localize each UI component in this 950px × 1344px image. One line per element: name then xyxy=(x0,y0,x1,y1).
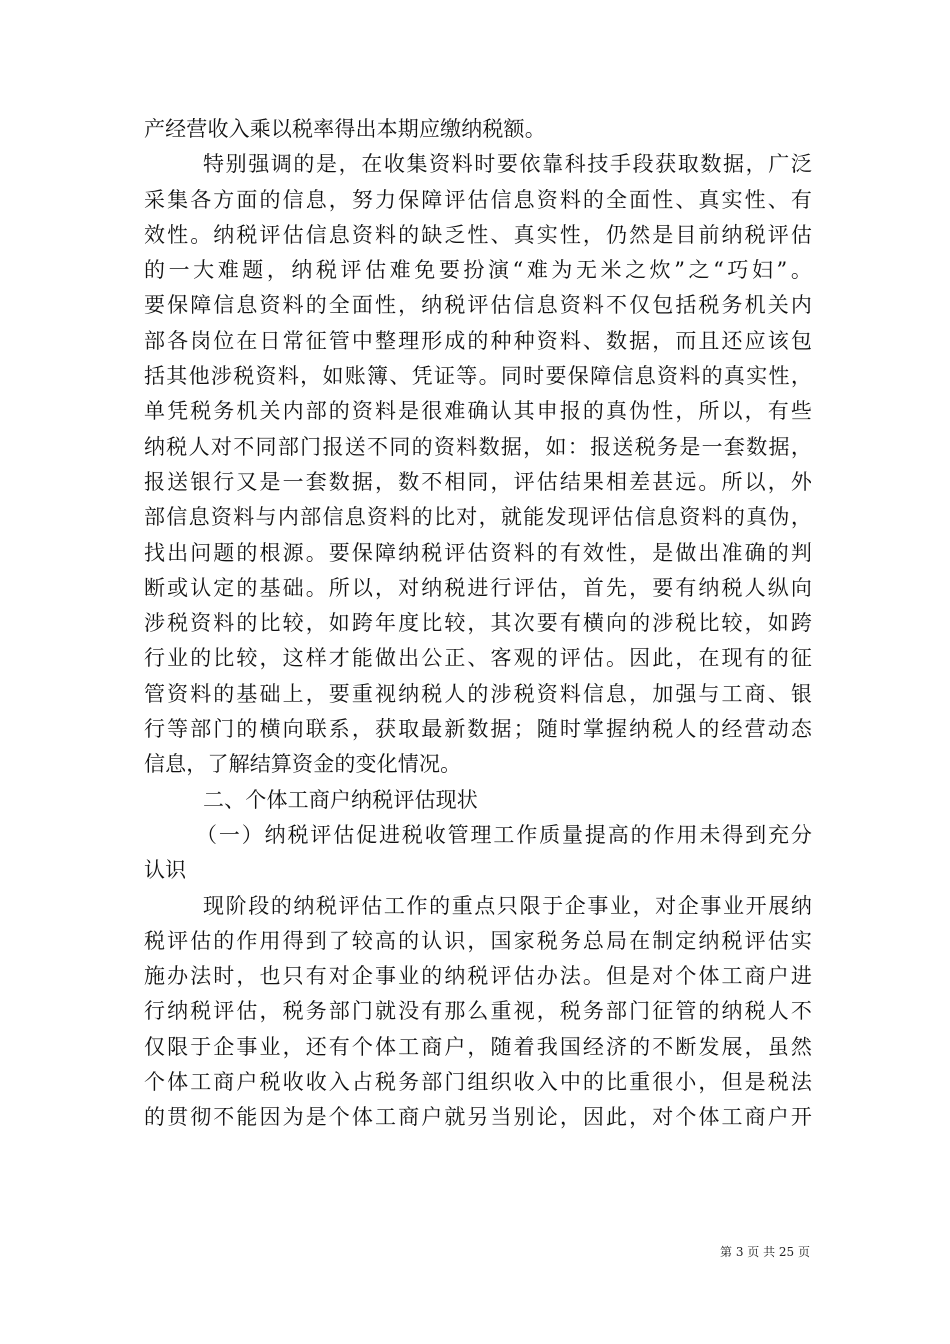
text-line: 采集各方面的信息，努力保障评估信息资料的全面性、真实性、有 xyxy=(144,187,812,212)
text-line: 找出问题的根源。要保障纳税评估资料的有效性，是做出准确的判 xyxy=(144,540,812,565)
text-line: 报送银行又是一套数据，数不相同，评估结果相差甚远。所以，外 xyxy=(144,469,812,494)
text-line-paragraph-end: 产经营收入乘以税率得出本期应缴纳税额。 xyxy=(144,117,546,141)
text-line: 税评估的作用得到了较高的认识，国家税务总局在制定纳税评估实 xyxy=(144,928,812,953)
text-line-paragraph-end: 信息，了解结算资金的变化情况。 xyxy=(144,752,462,777)
text-line: 涉税资料的比较，如跨年度比较，其次要有横向的涉税比较，如跨 xyxy=(144,611,812,636)
subsection-heading: （一）纳税评估促进税收管理工作质量提高的作用未得到充分 xyxy=(196,822,812,847)
text-line: 要保障信息资料的全面性，纳税评估信息资料不仅包括税务机关内 xyxy=(144,293,812,318)
text-line: 施办法时，也只有对企事业的纳税评估办法。但是对个体工商户进 xyxy=(144,964,812,989)
text-line: 括其他涉税资料，如账簿、凭证等。同时要保障信息资料的真实性， xyxy=(144,364,812,389)
text-line: 行等部门的横向联系，获取最新数据；随时掌握纳税人的经营动态 xyxy=(144,717,812,742)
text-line-paragraph-start: 特别强调的是，在收集资料时要依靠科技手段获取数据，广泛 xyxy=(203,152,812,177)
text-line: 的贯彻不能因为是个体工商户就另当别论，因此，对个体工商户开 xyxy=(144,1105,812,1130)
subsection-heading-end: 认识 xyxy=(144,858,187,883)
page-number: 第 3 页 共 25 页 xyxy=(720,1245,810,1259)
text-line: 个体工商户税收收入占税务部门组织收入中的比重很小，但是税法 xyxy=(144,1070,812,1095)
text-line: 管资料的基础上，要重视纳税人的涉税资料信息，加强与工商、银 xyxy=(144,681,812,706)
text-line: 单凭税务机关内部的资料是很难确认其申报的真伪性，所以，有些 xyxy=(144,399,812,424)
text-line: 行纳税评估，税务部门就没有那么重视，税务部门征管的纳税人不 xyxy=(144,999,812,1024)
text-line: 断或认定的基础。所以，对纳税进行评估，首先，要有纳税人纵向 xyxy=(144,575,812,600)
text-line: 纳税人对不同部门报送不同的资料数据，如：报送税务是一套数据， xyxy=(144,434,812,459)
text-line: 行业的比较，这样才能做出公正、客观的评估。因此，在现有的征 xyxy=(144,646,812,671)
text-line-paragraph-start: 现阶段的纳税评估工作的重点只限于企事业，对企事业开展纳 xyxy=(203,893,812,918)
body-text xyxy=(144,112,812,1136)
text-line: 仅限于企事业，还有个体工商户，随着我国经济的不断发展，虽然 xyxy=(144,1034,812,1059)
text-line: 部信息资料与内部信息资料的比对，就能发现评估信息资料的真伪， xyxy=(144,505,812,530)
text-line: 的一大难题，纳税评估难免要扮演“难为无米之炊”之“巧妇”。 xyxy=(144,258,812,283)
section-heading: 二、个体工商户纳税评估现状 xyxy=(203,787,478,812)
text-line: 部各岗位在日常征管中整理形成的种种资料、数据，而且还应该包 xyxy=(144,328,812,353)
text-line: 效性。纳税评估信息资料的缺乏性、真实性，仍然是目前纳税评估 xyxy=(144,222,812,247)
